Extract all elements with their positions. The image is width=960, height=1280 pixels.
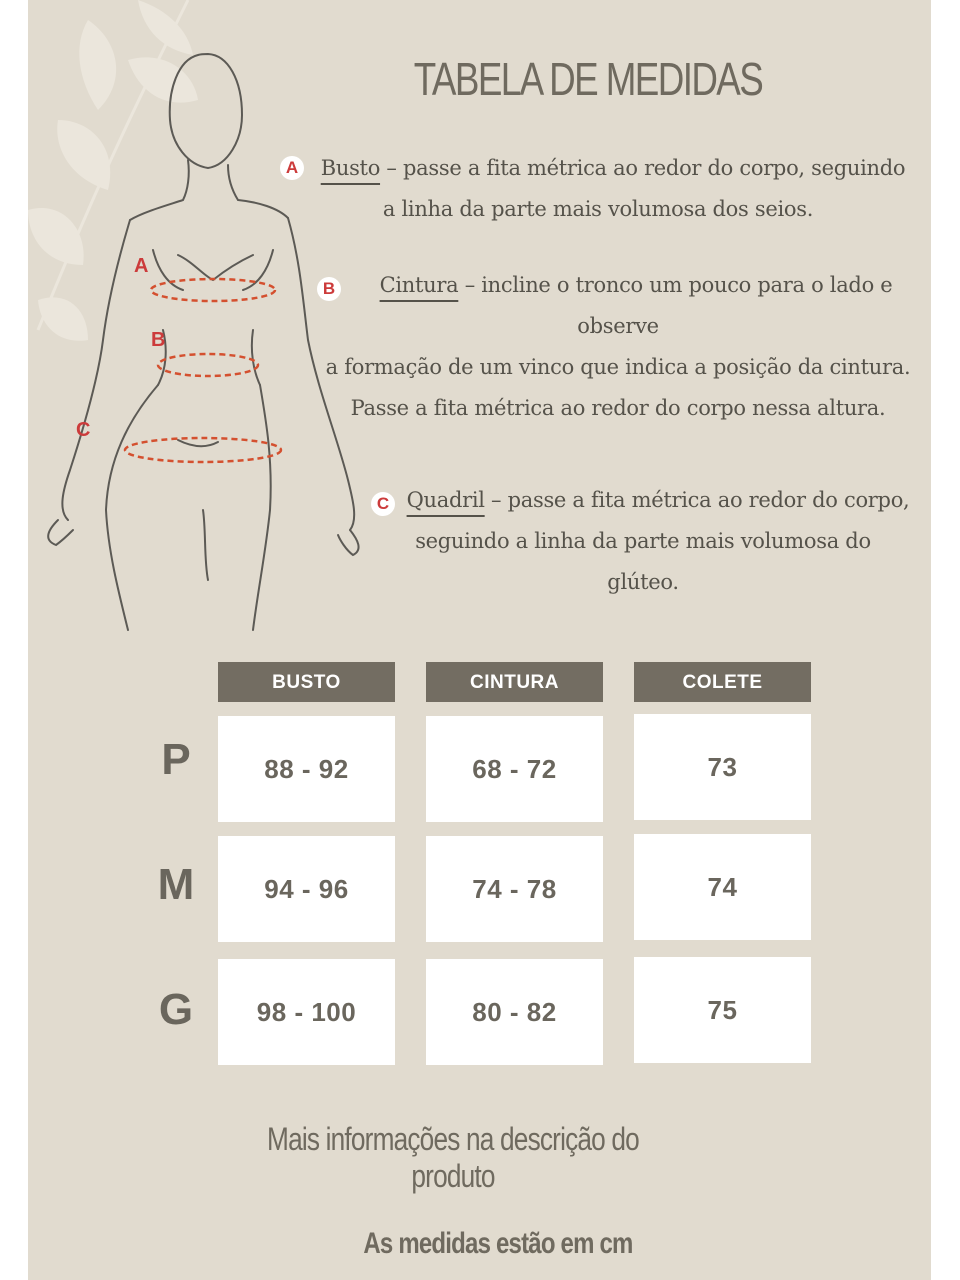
table-cell: 88 - 92	[218, 716, 395, 822]
table-cell: 80 - 82	[426, 959, 603, 1065]
units-note: As medidas estão em cm	[363, 1227, 633, 1260]
figure-label-a: A	[134, 255, 149, 277]
quadril-line-2: seguindo a linha da parte mais volumosa do	[415, 529, 871, 553]
cintura-term: Cintura	[379, 273, 459, 297]
cintura-line-2: observe	[577, 314, 659, 338]
cintura-line-4: Passe a fita métrica ao redor do corpo nessa altura.	[350, 396, 886, 420]
page-title: TABELA DE MEDIDAS	[413, 53, 763, 105]
cintura-description	[318, 265, 918, 429]
busto-line-1: – passe a fita métrica ao redor do corpo, seguindo	[380, 156, 906, 180]
quadril-term: Quadril	[406, 488, 485, 512]
quadril-line-1: – passe a fita métrica ao redor do corpo,	[484, 488, 910, 512]
badge-a: A	[280, 156, 304, 180]
size-label-p: P	[161, 735, 191, 784]
table-cell: 73	[634, 714, 811, 820]
cintura-line-1: – incline o tronco um pouco para o lado e	[458, 273, 893, 297]
column-header-cintura: CINTURA	[426, 662, 603, 702]
size-label-g: G	[158, 985, 194, 1034]
table-cell: 94 - 96	[218, 836, 395, 942]
table-cell: 74	[634, 834, 811, 940]
more-info-text: Mais informações na descrição do produto	[267, 1121, 639, 1194]
table-cell: 74 - 78	[426, 836, 603, 942]
figure-label-c: C	[76, 419, 91, 441]
column-header-colete: COLETE	[634, 662, 811, 702]
cintura-line-3: a formação de um vinco que indica a posição da cintura.	[325, 355, 911, 379]
busto-line-2: a linha da parte mais volumosa dos seios.	[382, 197, 814, 221]
busto-term: Busto	[320, 156, 381, 180]
size-label-m: M	[157, 860, 195, 909]
badge-b: B	[317, 277, 341, 301]
table-cell: 98 - 100	[218, 959, 395, 1065]
column-header-busto: BUSTO	[218, 662, 395, 702]
quadril-line-3: glúteo.	[607, 570, 679, 594]
table-cell: 68 - 72	[426, 716, 603, 822]
busto-description	[278, 148, 918, 230]
figure-label-b: B	[151, 329, 166, 351]
quadril-description	[368, 480, 918, 603]
size-chart-page	[28, 0, 931, 1280]
badge-c: C	[371, 492, 395, 516]
table-cell: 75	[634, 957, 811, 1063]
